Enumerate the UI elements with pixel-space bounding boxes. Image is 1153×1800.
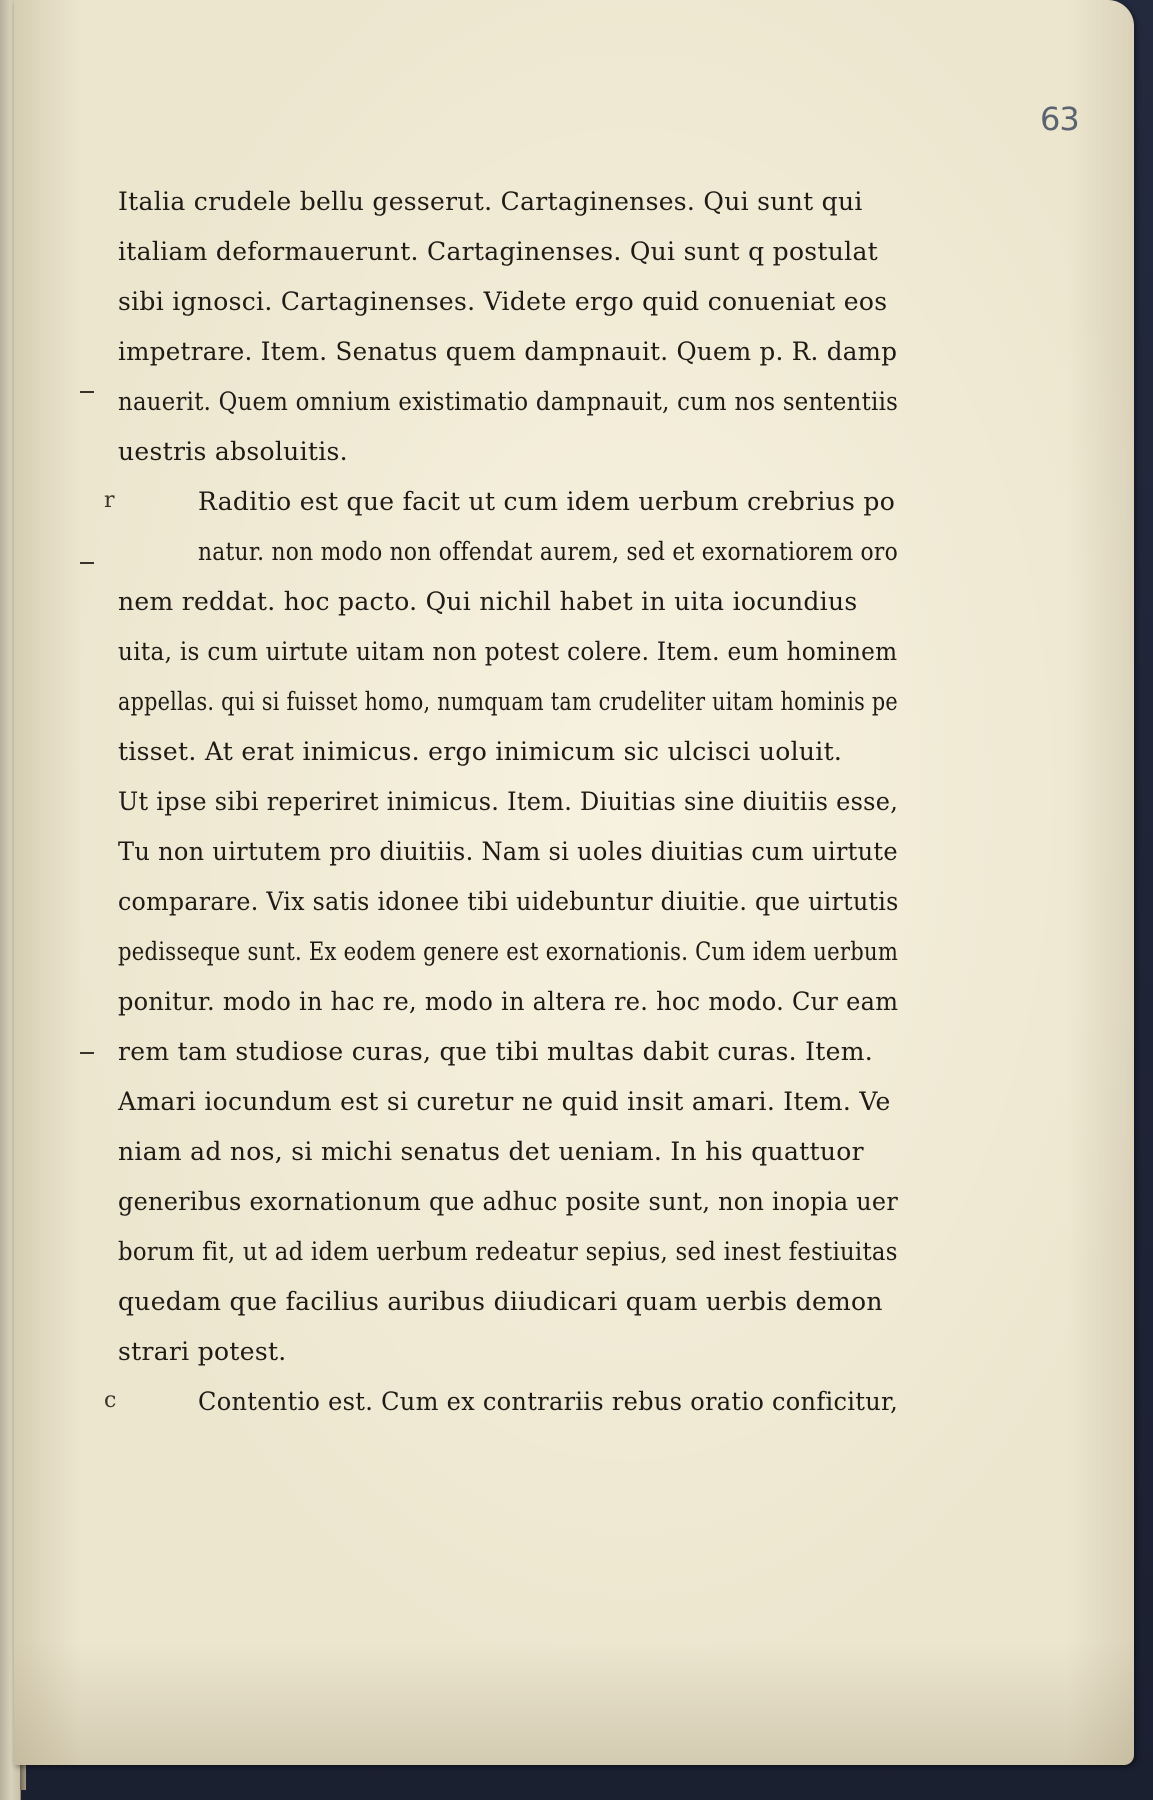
paragraph-marker: c [104,1388,117,1413]
text-line: impetrare. Item. Senatus quem dampnauit. Quem p. R. damp [118,337,898,366]
text-line: Ut ipse sibi reperiret inimicus. Item. Diuitias sine diuitiis esse, [118,787,899,816]
text-line: rem tam studiose curas, que tibi multas dabit curas. Item. [118,1037,873,1066]
text-line: ponitur. modo in hac re, modo in altera re. hoc modo. Cur eam [118,987,899,1016]
text-line: italiam deformauerunt. Cartaginenses. Qui sunt q postulat [118,237,879,266]
text-line: appellas. qui si fuisset homo, numquam tam crudeliter uitam hominis pe [118,687,898,716]
text-line: Tu non uirtutem pro diuitiis. Nam si uoles diuitias cum uirtute [118,837,898,866]
paragraph-marker: r [104,488,115,513]
text-line: niam ad nos, si michi senatus det ueniam. In his quattuor [118,1137,864,1166]
folio-number: 63 [1040,100,1079,138]
text-line: borum fit, ut ad idem uerbum redeatur sepius, sed inest festiuitas [118,1237,898,1266]
text-line: natur. non modo non offendat aurem, sed et exornatiorem oro [198,537,898,566]
text-line: pedisseque sunt. Ex eodem genere est exornationis. Cum idem uerbum [118,937,899,966]
margin-tick [80,562,94,564]
text-line: Italia crudele bellu gesserut. Cartaginenses. Qui sunt qui [118,187,863,216]
margin-tick [80,1052,94,1054]
text-line: comparare. Vix satis idonee tibi uidebuntur diuitie. que uirtutis [118,887,899,916]
text-line: uestris absoluitis. [118,437,348,466]
text-line: Raditio est que facit ut cum idem uerbum crebrius po [198,487,896,516]
text-line: sibi ignosci. Cartaginenses. Videte ergo quid conueniat eos [118,287,888,316]
text-line: nem reddat. hoc pacto. Qui nichil habet in uita iocundius [118,587,858,616]
text-line: Contentio est. Cum ex contrariis rebus oratio conficitur, [198,1387,899,1416]
text-line: strari potest. [118,1337,287,1366]
text-line: generibus exornationum que adhuc posite sunt, non inopia uer [118,1187,899,1216]
text-line: quedam que facilius auribus diiudicari quam uerbis demon [118,1287,883,1316]
text-line: tisset. At erat inimicus. ergo inimicum sic ulcisci uoluit. [118,737,843,766]
text-line: nauerit. Quem omnium existimatio dampnauit, cum nos sententiis [118,387,899,416]
text-line: Amari iocundum est si curetur ne quid insit amari. Item. Ve [118,1087,891,1116]
text-line: uita, is cum uirtute uitam non potest colere. Item. eum hominem [118,637,898,666]
margin-tick [80,391,94,393]
manuscript-leaf [14,0,1134,1765]
